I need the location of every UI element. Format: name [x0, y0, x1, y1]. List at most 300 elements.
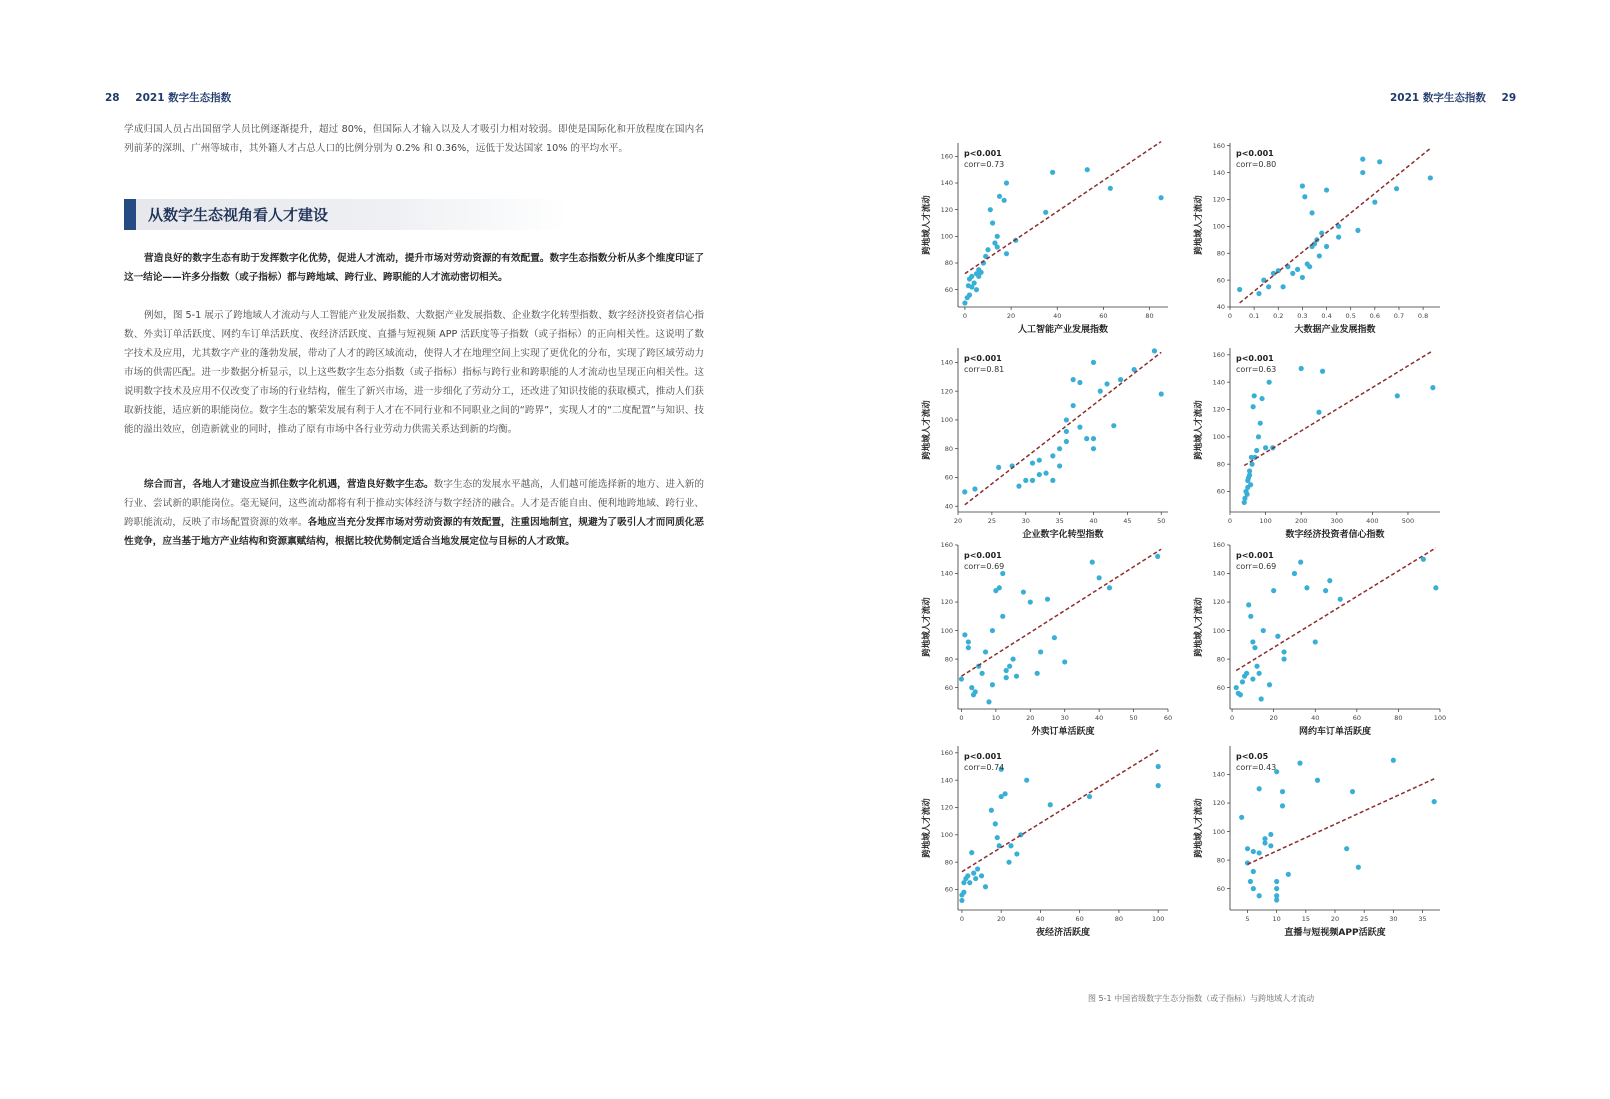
y-tick-label: 140 — [1212, 168, 1225, 177]
data-point — [1107, 585, 1112, 590]
data-point — [1274, 886, 1279, 891]
data-point — [1004, 675, 1009, 680]
y-tick-label: 60 — [1216, 683, 1225, 692]
x-tick-label: 20 — [1269, 714, 1278, 722]
corr-label: corr=0.80 — [1236, 160, 1277, 169]
data-point — [1052, 635, 1057, 640]
y-tick-label: 80 — [1216, 655, 1225, 664]
data-point — [969, 274, 974, 279]
data-point — [1244, 492, 1249, 497]
paragraph-lead — [124, 249, 704, 287]
corr-label: corr=0.69 — [1236, 562, 1277, 571]
data-point — [1256, 291, 1261, 296]
data-point — [1304, 585, 1309, 590]
data-point — [988, 207, 993, 212]
data-point — [1030, 478, 1035, 483]
data-point — [1248, 614, 1253, 619]
data-point — [1252, 393, 1257, 398]
data-point — [1048, 802, 1053, 807]
data-point — [1097, 575, 1102, 580]
y-tick-label: 120 — [940, 205, 953, 214]
data-point — [1091, 436, 1096, 441]
x-tick-label: 20 — [1330, 915, 1340, 923]
data-point — [995, 835, 1000, 840]
y-tick-label: 80 — [944, 655, 953, 664]
data-point — [1077, 380, 1082, 385]
data-point — [1300, 275, 1305, 280]
p-value-label: p<0.001 — [1236, 354, 1274, 363]
data-point — [1010, 656, 1015, 661]
scatter-chart — [918, 537, 1178, 741]
y-axis-title: 跨地域人才流动 — [1194, 195, 1204, 255]
x-tick-label: 0.3 — [1297, 312, 1308, 320]
y-tick-label: 80 — [1216, 460, 1225, 469]
data-point — [1091, 360, 1096, 365]
data-point — [1245, 846, 1250, 851]
x-axis-title: 网约车订单活跃度 — [1298, 727, 1372, 737]
data-point — [1292, 571, 1297, 576]
data-point — [1267, 380, 1272, 385]
conclusion-normal: 数字生态的发展水平越高，人们越可能选择新的地方、进入新的行业、尝试新的职能岗位。毫无疑问，这些流动都将有利于推动实体经济与数字经济的融合。人才是否能自由、便利地跨地域、跨行业、跨职能流动，反映了市场配置资源的效率。 — [124, 479, 705, 528]
p-value-label: p<0.05 — [1236, 752, 1269, 761]
y-tick-label: 140 — [1212, 378, 1225, 387]
corr-label: corr=0.81 — [964, 365, 1005, 374]
data-point — [1247, 468, 1252, 473]
x-tick-label: 60 — [1163, 714, 1173, 722]
data-point — [1043, 210, 1048, 215]
x-tick-label: 0.5 — [1345, 312, 1356, 320]
x-tick-label: 50 — [1129, 714, 1138, 722]
section-title: 从数字生态视角看人才建设 — [148, 206, 329, 224]
y-tick-label: 100 — [940, 232, 953, 241]
x-tick-label: 10 — [1272, 915, 1281, 923]
data-point — [1024, 778, 1029, 783]
x-tick-label: 10 — [991, 714, 1001, 722]
y-tick-label: 120 — [1212, 195, 1225, 204]
data-point — [1252, 645, 1257, 650]
y-tick-label: 140 — [1212, 569, 1225, 578]
data-point — [1372, 200, 1377, 205]
scatter-chart — [1190, 738, 1450, 942]
data-point — [1300, 183, 1305, 188]
y-tick-label: 40 — [1216, 303, 1225, 312]
conclusion-bold-1: 综合而言，各地人才建设应当抓住数字化机遇，营造良好数字生态。 — [144, 479, 434, 490]
data-point — [1338, 597, 1343, 602]
x-tick-label: 20 — [953, 517, 963, 525]
data-point — [1256, 434, 1261, 439]
x-tick-label: 0.8 — [1417, 312, 1429, 320]
data-point — [1271, 588, 1276, 593]
data-point — [1037, 458, 1042, 463]
y-tick-label: 120 — [1212, 405, 1225, 414]
x-tick-label: 80 — [1145, 312, 1154, 320]
running-title: 2021 数字生态指数 — [1390, 92, 1486, 104]
y-axis-title: 跨地域人才流动 — [1194, 400, 1204, 460]
data-point — [997, 194, 1002, 199]
data-point — [1259, 396, 1264, 401]
data-point — [1323, 588, 1328, 593]
data-point — [972, 486, 977, 491]
data-point — [972, 280, 977, 285]
data-point — [1313, 639, 1318, 644]
paragraph-lead-text: 营造良好的数字生态有助于发挥数字化优势，促进人才流动，提升市场对劳动资源的有效配置。数字生态指数分析从多个维度印证了这一结论——许多分指数（或子指标）都与跨地域、跨行业、跨职能的人才流动密切相关。 — [124, 253, 704, 283]
data-point — [1118, 377, 1123, 382]
data-point — [990, 628, 995, 633]
y-tick-label: 120 — [940, 803, 953, 812]
data-point — [1280, 803, 1285, 808]
data-point — [983, 649, 988, 654]
scatter-svg — [1190, 340, 1450, 540]
figure-caption: 图 5-1 中国省级数字生态分指数（或子指标）与跨地域人才流动 — [1088, 994, 1315, 1003]
data-point — [979, 873, 984, 878]
x-tick-label: 50 — [1157, 517, 1166, 525]
data-point — [1077, 425, 1082, 430]
y-tick-label: 80 — [944, 259, 953, 268]
data-point — [995, 244, 1000, 249]
corr-label: corr=0.69 — [964, 562, 1005, 571]
data-point — [1090, 560, 1095, 565]
running-title: 2021 数字生态指数 — [135, 92, 232, 104]
x-tick-label: 100 — [1433, 714, 1447, 722]
data-point — [1155, 554, 1160, 559]
data-point — [990, 682, 995, 687]
scatter-svg — [918, 340, 1178, 540]
data-point — [1428, 175, 1433, 180]
y-tick-label: 140 — [940, 776, 953, 785]
data-point — [1062, 659, 1067, 664]
data-point — [1307, 264, 1312, 269]
y-tick-label: 100 — [940, 831, 953, 840]
paragraph-example — [124, 306, 704, 439]
y-tick-label: 140 — [940, 569, 953, 578]
data-point — [1360, 170, 1365, 175]
data-point — [1281, 656, 1286, 661]
y-tick-label: 80 — [1216, 856, 1225, 865]
y-axis-title: 跨地域人才流动 — [922, 400, 932, 460]
scatter-svg — [1190, 135, 1450, 335]
data-point — [1023, 478, 1028, 483]
x-tick-label: 0.1 — [1248, 312, 1260, 320]
data-point — [1394, 186, 1399, 191]
data-point — [1268, 843, 1273, 848]
y-tick-label: 60 — [944, 285, 953, 294]
data-point — [1250, 676, 1255, 681]
data-point — [995, 234, 1000, 239]
scatter-svg — [1190, 738, 1450, 938]
intro-paragraph: 学成归国人员占出国留学人员比例逐渐提升，超过 80%，但国际人才输入以及人才吸引力相对较弱。即使是国际化和开放程度在国内名列前茅的深圳、广州等城市，其外籍人才占总人口的比例分别为 0.2% 和 0.36%，远低于发达国家 10% 的平均水平。 — [124, 124, 704, 154]
scatter-svg — [918, 135, 1178, 335]
data-point — [1316, 410, 1321, 415]
data-point — [1006, 860, 1011, 865]
x-tick-label: 25 — [1360, 915, 1369, 923]
data-point — [1251, 404, 1256, 409]
y-tick-label: 100 — [1212, 222, 1225, 231]
data-point — [1360, 157, 1365, 162]
y-tick-label: 60 — [1216, 487, 1225, 496]
y-tick-label: 80 — [1216, 249, 1225, 258]
data-point — [969, 850, 974, 855]
x-tick-label: 200 — [1294, 517, 1308, 525]
x-tick-label: 40 — [1095, 714, 1104, 722]
data-point — [1251, 869, 1256, 874]
data-point — [1156, 764, 1161, 769]
data-point — [1391, 758, 1396, 763]
data-point — [1263, 445, 1268, 450]
scatter-svg — [918, 738, 1178, 938]
y-axis-title: 跨地域人才流动 — [922, 195, 932, 255]
data-point — [1315, 778, 1320, 783]
data-point — [1281, 649, 1286, 654]
data-point — [1299, 366, 1304, 371]
data-point — [1057, 463, 1062, 468]
x-tick-label: 40 — [1089, 517, 1098, 525]
data-point — [973, 876, 978, 881]
y-tick-label: 160 — [940, 541, 953, 550]
data-point — [1239, 815, 1244, 820]
x-tick-label: 15 — [1301, 915, 1310, 923]
data-point — [1030, 460, 1035, 465]
data-point — [1104, 381, 1109, 386]
x-tick-label: 40 — [1036, 915, 1045, 923]
data-point — [1021, 589, 1026, 594]
x-tick-label: 30 — [1060, 714, 1069, 722]
data-point — [1050, 453, 1055, 458]
x-tick-label: 35 — [1418, 915, 1427, 923]
x-tick-label: 40 — [1311, 714, 1320, 722]
data-point — [1261, 628, 1266, 633]
data-point — [1302, 194, 1307, 199]
data-point — [1038, 649, 1043, 654]
data-point — [1281, 284, 1286, 289]
y-tick-label: 60 — [944, 885, 953, 894]
conclusion-bold-2: 各地应当充分发挥市场对劳动资源的有效配置，注重因地制宜，规避为了吸引人才而同质化恶性竞争，应当基于地方产业结构和资源禀赋结构，根据比较优势制定适合当地发展定位与目标的人才政策。 — [124, 517, 705, 547]
x-tick-label: 80 — [1114, 915, 1124, 923]
paragraph-example-text: 例如，图 5-1 展示了跨地域人才流动与人工智能产业发展指数、大数据产业发展指数、企业数字化转型指数、数字经济投资者信心指数、外卖订单活跃度、网约车订单活跃度、夜经济活跃度、直播与短视频 APP 活跃度等子指数（或子指标）的正向相关性。这说明了数字技术及应用，尤其数字产业的蓬勃发展，带动了人才的跨区域流动，使得人才在地理空间上实现了更优化的分布，实现了跨区域劳动力市场的供需匹配。进一步数据分析显示，以上这些数字生态分指数（或子指标）指标与跨行业和跨职能的人才流动也呈现正向相关性。这说明数字技术及应用不仅改变了市场的行业结构，催生了新兴市场，进一步细化了劳动分工，还改进了知识技能的获取模式，推动人们获取新技能，适应新的职能岗位。数字生态的繁荣发展有利于人才在不同行业和不同职业之间的“跨界”，实现人才的“二度配置”与知识、技能的溢出效应，创造新就业的同时，推动了原有市场中各行业劳动力供需关系达到新的均衡。 — [124, 310, 704, 435]
x-tick-label: 20 — [1026, 714, 1035, 722]
x-tick-label: 0 — [959, 714, 964, 722]
y-tick-label: 120 — [940, 387, 953, 396]
x-tick-label: 80 — [1394, 714, 1403, 722]
x-tick-label: 0 — [962, 312, 967, 320]
p-value-label: p<0.001 — [1236, 551, 1274, 560]
x-tick-label: 5 — [1245, 915, 1250, 923]
data-point — [973, 689, 978, 694]
data-point — [1014, 674, 1019, 679]
data-point — [1240, 679, 1245, 684]
x-axis-title: 数字经济投资者信心指数 — [1285, 530, 1385, 540]
data-point — [1248, 482, 1253, 487]
x-tick-label: 0 — [1227, 312, 1233, 320]
data-point — [971, 871, 976, 876]
y-tick-label: 100 — [1212, 626, 1225, 635]
p-value-label: p<0.001 — [964, 354, 1002, 363]
data-point — [1002, 198, 1007, 203]
x-tick-label: 20 — [1006, 312, 1016, 320]
scatter-svg — [918, 537, 1178, 737]
x-axis-title: 直播与短视频APP活跃度 — [1284, 928, 1386, 938]
y-tick-label: 80 — [944, 444, 953, 453]
data-point — [1050, 478, 1055, 483]
data-point — [1108, 186, 1113, 191]
data-point — [1004, 180, 1009, 185]
data-point — [1251, 886, 1256, 891]
x-tick-label: 0.4 — [1321, 312, 1332, 320]
x-tick-label: 45 — [1123, 517, 1132, 525]
data-point — [1295, 267, 1300, 272]
data-point — [1045, 597, 1050, 602]
data-point — [1432, 799, 1437, 804]
data-point — [1084, 436, 1089, 441]
data-point — [1433, 585, 1438, 590]
data-point — [1098, 389, 1103, 394]
corr-label: corr=0.43 — [1236, 763, 1277, 772]
data-point — [1064, 417, 1069, 422]
data-point — [979, 671, 984, 676]
data-point — [1085, 167, 1090, 172]
x-tick-label: 100 — [1151, 915, 1165, 923]
y-tick-label: 120 — [1212, 598, 1225, 607]
data-point — [1262, 840, 1267, 845]
data-point — [966, 639, 971, 644]
data-point — [1071, 377, 1076, 382]
data-point — [1237, 287, 1242, 292]
data-point — [1267, 682, 1272, 687]
data-point — [959, 676, 964, 681]
y-axis-title: 跨地域人才流动 — [1194, 597, 1204, 657]
data-point — [1290, 271, 1295, 276]
data-point — [1159, 391, 1164, 396]
data-point — [1000, 614, 1005, 619]
scatter-chart — [918, 135, 1178, 339]
x-tick-label: 0 — [1227, 517, 1233, 525]
data-point — [965, 873, 970, 878]
scatter-chart — [1190, 340, 1450, 544]
y-tick-label: 140 — [940, 179, 953, 188]
data-point — [985, 247, 990, 252]
y-tick-label: 120 — [1212, 799, 1225, 808]
x-tick-label: 20 — [997, 915, 1006, 923]
data-point — [1254, 664, 1259, 669]
data-point — [993, 821, 998, 826]
data-point — [1258, 421, 1263, 426]
data-point — [966, 645, 971, 650]
data-point — [962, 300, 967, 305]
data-point — [1057, 446, 1062, 451]
x-tick-label: 60 — [1075, 915, 1084, 923]
data-point — [1274, 897, 1279, 902]
y-tick-label: 160 — [1212, 141, 1225, 150]
data-point — [961, 890, 966, 895]
y-tick-label: 60 — [1216, 884, 1225, 893]
data-point — [1297, 761, 1302, 766]
y-tick-label: 60 — [944, 473, 953, 482]
data-point — [1274, 879, 1279, 884]
y-tick-label: 140 — [1212, 770, 1225, 779]
y-tick-label: 100 — [940, 416, 953, 425]
data-point — [1111, 423, 1116, 428]
data-point — [1319, 230, 1324, 235]
data-point — [989, 808, 994, 813]
data-point — [1257, 893, 1262, 898]
y-tick-label: 40 — [944, 502, 953, 511]
section-bar — [124, 199, 136, 230]
p-value-label: p<0.001 — [964, 752, 1002, 761]
x-tick-label: 0 — [1230, 714, 1235, 722]
data-point — [1430, 385, 1435, 390]
page-header-right — [1390, 90, 1516, 105]
data-point — [1008, 843, 1013, 848]
data-point — [1250, 639, 1255, 644]
data-point — [967, 292, 972, 297]
data-point — [1298, 560, 1303, 565]
data-point — [990, 220, 995, 225]
y-tick-label: 80 — [944, 858, 953, 867]
data-point — [1324, 187, 1329, 192]
data-point — [978, 270, 983, 275]
y-axis-title: 跨地域人才流动 — [1194, 798, 1204, 858]
data-point — [974, 287, 979, 292]
x-tick-label: 0.2 — [1273, 312, 1284, 320]
x-axis-title: 夜经济活跃度 — [1035, 928, 1091, 938]
x-tick-label: 0.7 — [1393, 312, 1405, 320]
data-point — [1309, 210, 1314, 215]
p-value-label: p<0.001 — [964, 149, 1002, 158]
scatter-chart — [918, 738, 1178, 942]
data-point — [1064, 439, 1069, 444]
data-point — [1087, 794, 1092, 799]
data-point — [1336, 234, 1341, 239]
y-tick-label: 160 — [1212, 541, 1225, 550]
paragraph-conclusion — [124, 475, 704, 551]
y-tick-label: 100 — [1212, 433, 1225, 442]
x-tick-label: 100 — [1259, 517, 1272, 525]
data-point — [1251, 849, 1256, 854]
data-point — [1004, 251, 1009, 256]
x-tick-label: 35 — [1055, 517, 1064, 525]
data-point — [996, 465, 1001, 470]
data-point — [1152, 348, 1157, 353]
data-point — [1050, 170, 1055, 175]
scatter-chart — [1190, 537, 1450, 741]
x-axis-title: 大数据产业发展指数 — [1294, 325, 1376, 335]
data-point — [1037, 472, 1042, 477]
data-point — [1003, 791, 1008, 796]
data-point — [1356, 865, 1361, 870]
data-point — [1043, 471, 1048, 476]
x-tick-label: 30 — [1389, 915, 1398, 923]
data-point — [1091, 446, 1096, 451]
data-point — [1320, 369, 1325, 374]
x-tick-label: 60 — [1352, 714, 1361, 722]
y-tick-label: 100 — [1212, 827, 1225, 836]
x-tick-label: 0.6 — [1369, 312, 1380, 320]
x-tick-label: 30 — [1021, 517, 1030, 525]
data-point — [975, 866, 980, 871]
data-point — [1257, 850, 1262, 855]
corr-label: corr=0.73 — [964, 160, 1005, 169]
y-axis-title: 跨地域人才流动 — [922, 597, 932, 657]
page-number: 28 — [105, 92, 120, 104]
data-point — [1355, 228, 1360, 233]
data-point — [1248, 879, 1253, 884]
data-point — [969, 685, 974, 690]
data-point — [1259, 696, 1264, 701]
data-point — [959, 898, 964, 903]
data-point — [962, 489, 967, 494]
trend-line — [1248, 779, 1435, 865]
data-point — [1257, 671, 1262, 676]
x-axis-title: 外卖订单活跃度 — [1031, 727, 1095, 737]
